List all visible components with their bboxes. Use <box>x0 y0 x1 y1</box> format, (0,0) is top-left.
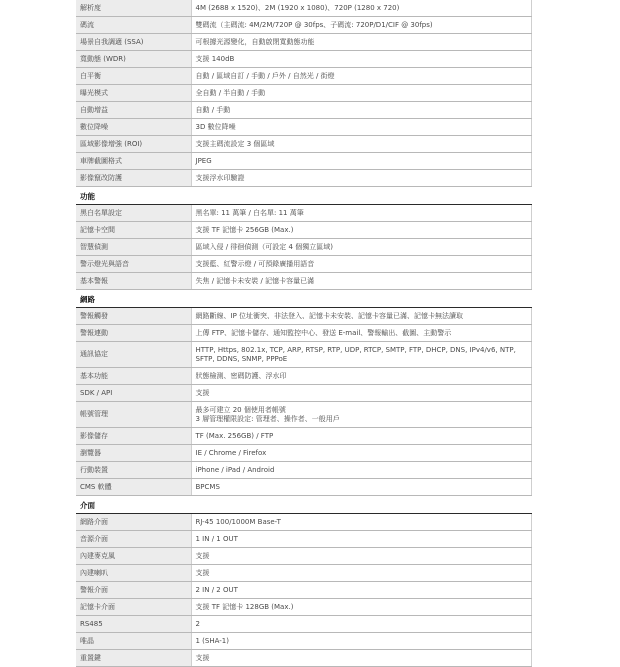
spec-row <box>76 68 531 85</box>
spec-label: 場景自我調適 (SSA) <box>76 34 191 51</box>
spec-value: 支援 <box>191 548 531 565</box>
spec-label: 解析度 <box>76 0 191 17</box>
spec-value: BPCMS <box>191 479 531 496</box>
spec-value: 失焦 / 記憶卡未安裝 / 記憶卡容量已滿 <box>191 273 531 290</box>
spec-value: 2 IN / 2 OUT <box>191 582 531 599</box>
spec-row <box>76 368 531 385</box>
spec-label: 寬動態 (WDR) <box>76 51 191 68</box>
spec-row <box>76 650 531 667</box>
spec-row <box>76 582 531 599</box>
spec-label: 記憶卡介面 <box>76 599 191 616</box>
spec-value: 支援 <box>191 565 531 582</box>
spec-label: 曝光模式 <box>76 85 191 102</box>
spec-label: 行動裝置 <box>76 462 191 479</box>
spec-label: 記憶卡空間 <box>76 222 191 239</box>
section-title: 網路 <box>76 290 531 308</box>
spec-row <box>76 445 531 462</box>
spec-value: 區域入侵 / 徘徊偵測（可設定 4 個獨立區域) <box>191 239 531 256</box>
spec-row <box>76 531 531 548</box>
spec-row <box>76 514 531 531</box>
spec-value: 雙碼流（主碼流: 4M/2M/720P @ 30fps、子碼流: 720P/D1/CIF @ 30fps) <box>191 17 531 34</box>
spec-label: 白平衡 <box>76 68 191 85</box>
spec-row <box>76 273 531 290</box>
spec-row <box>76 170 531 187</box>
spec-label: 網路介面 <box>76 514 191 531</box>
spec-row <box>76 479 531 496</box>
spec-value: 支援藍、紅警示燈 / 可預錄廣播用語音 <box>191 256 531 273</box>
section-heading-row <box>76 496 531 514</box>
spec-label: 警報介面 <box>76 582 191 599</box>
spec-value: 網路斷線、IP 位址衝突、非法登入、記憶卡未安裝、記憶卡容量已滿、記憶卡無法讀取 <box>191 308 531 325</box>
spec-row <box>76 34 531 51</box>
spec-label: 唯晶 <box>76 633 191 650</box>
spec-label: 瀏覽器 <box>76 445 191 462</box>
spec-value: RJ-45 100/1000M Base-T <box>191 514 531 531</box>
section-title: 功能 <box>76 187 531 205</box>
spec-table <box>76 0 532 667</box>
spec-value: 支援 TF 記憶卡 256GB (Max.) <box>191 222 531 239</box>
spec-row <box>76 119 531 136</box>
spec-row <box>76 205 531 222</box>
spec-label: 內建喇叭 <box>76 565 191 582</box>
spec-value: 黑名單: 11 萬筆 / 白名單: 11 萬筆 <box>191 205 531 222</box>
spec-label: 音源介面 <box>76 531 191 548</box>
spec-label: 智慧偵測 <box>76 239 191 256</box>
spec-row <box>76 153 531 170</box>
spec-value: 全自動 / 半自動 / 手動 <box>191 85 531 102</box>
spec-label: CMS 軟體 <box>76 479 191 496</box>
spec-value: 支援 <box>191 650 531 667</box>
spec-row <box>76 102 531 119</box>
spec-row <box>76 0 531 17</box>
spec-value: 1 IN / 1 OUT <box>191 531 531 548</box>
spec-label: 警報觸發 <box>76 308 191 325</box>
spec-row <box>76 548 531 565</box>
spec-label: 重置鍵 <box>76 650 191 667</box>
spec-row <box>76 239 531 256</box>
section-heading-row <box>76 187 531 205</box>
spec-row <box>76 136 531 153</box>
spec-value: TF (Max. 256GB) / FTP <box>191 428 531 445</box>
spec-row <box>76 85 531 102</box>
spec-value: iPhone / iPad / Android <box>191 462 531 479</box>
spec-row <box>76 462 531 479</box>
spec-value: 支援 TF 記憶卡 128GB (Max.) <box>191 599 531 616</box>
spec-row <box>76 616 531 633</box>
section-heading-row <box>76 290 531 308</box>
spec-value: 最多可建立 20 個使用者帳號 3 層管理權限設定: 管理者、操作者、一般用戶 <box>191 402 531 428</box>
spec-label: 自動增益 <box>76 102 191 119</box>
spec-value: 支援 <box>191 385 531 402</box>
spec-value: 自動 / 區域自訂 / 手動 / 戶外 / 自然光 / 街燈 <box>191 68 531 85</box>
spec-row <box>76 599 531 616</box>
spec-value: 1 (SHA-1) <box>191 633 531 650</box>
spec-row <box>76 51 531 68</box>
spec-label: 影像儲存 <box>76 428 191 445</box>
spec-value: 支援浮水印驗證 <box>191 170 531 187</box>
spec-row <box>76 385 531 402</box>
spec-label: 車牌截圖格式 <box>76 153 191 170</box>
spec-value: 自動 / 手動 <box>191 102 531 119</box>
spec-value: 4M (2688 x 1520)、2M (1920 x 1080)、720P (1280 x 720) <box>191 0 531 17</box>
spec-row <box>76 17 531 34</box>
spec-label: 內建麥克風 <box>76 548 191 565</box>
spec-value: 狀態檢測、密碼防護、浮水印 <box>191 368 531 385</box>
spec-label: 警報連動 <box>76 325 191 342</box>
spec-row <box>76 633 531 650</box>
spec-label: 警示燈光與語音 <box>76 256 191 273</box>
spec-value: HTTP, Https, 802.1x, TCP, ARP, RTSP, RTP, UDP, RTCP, SMTP, FTP, DHCP, DNS, IPv4/v6, NTP, SFTP, DDNS, SNMP, PPPoE <box>191 342 531 368</box>
spec-label: 通訊協定 <box>76 342 191 368</box>
spec-row <box>76 325 531 342</box>
spec-table-body <box>76 0 531 667</box>
spec-label: 黑白名單設定 <box>76 205 191 222</box>
spec-value: 2 <box>191 616 531 633</box>
spec-row <box>76 342 531 368</box>
spec-value: 上傳 FTP、記憶卡儲存、通知監控中心、發送 E-mail、警報輸出、截圖、主動警示 <box>191 325 531 342</box>
spec-label: 區域影像增強 (ROI) <box>76 136 191 153</box>
spec-value: 支援 140dB <box>191 51 531 68</box>
spec-row <box>76 428 531 445</box>
spec-label: 影像竄改防護 <box>76 170 191 187</box>
spec-row <box>76 256 531 273</box>
spec-label: 帳號管理 <box>76 402 191 428</box>
spec-value: 支援主碼流設定 3 個區域 <box>191 136 531 153</box>
spec-sheet <box>76 0 531 667</box>
spec-value: IE / Chrome / Firefox <box>191 445 531 462</box>
spec-row <box>76 308 531 325</box>
section-title: 介面 <box>76 496 531 514</box>
spec-value: 3D 數位降噪 <box>191 119 531 136</box>
spec-row <box>76 222 531 239</box>
spec-label: 數位降噪 <box>76 119 191 136</box>
spec-label: 碼流 <box>76 17 191 34</box>
spec-label: RS485 <box>76 616 191 633</box>
spec-label: 基本功能 <box>76 368 191 385</box>
spec-label: 基本警報 <box>76 273 191 290</box>
spec-value: 可根據光源變化，自動啟閉寬動態功能 <box>191 34 531 51</box>
spec-row <box>76 565 531 582</box>
spec-value: JPEG <box>191 153 531 170</box>
spec-row <box>76 402 531 428</box>
spec-label: SDK / API <box>76 385 191 402</box>
